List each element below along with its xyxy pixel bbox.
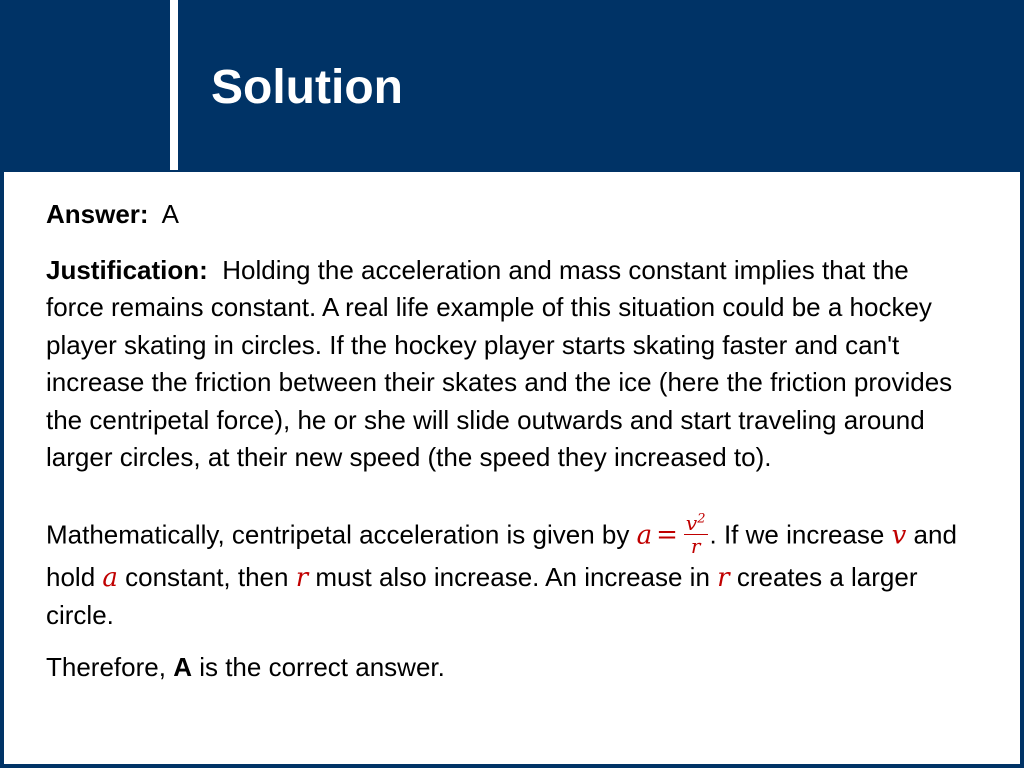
math-paragraph [46, 510, 966, 635]
slide-title: Solution [211, 61, 403, 114]
math-end: creates a larger circle. [46, 561, 918, 630]
math-mid1: and hold [46, 518, 957, 592]
conclusion-line [46, 649, 966, 687]
answer-value: A [161, 199, 179, 229]
math-var-a-2: a [102, 562, 118, 593]
content-panel [4, 172, 1020, 764]
centripetal-formula-fraction [684, 512, 708, 557]
conclusion-suffix: is the correct answer. [199, 651, 445, 682]
fraction-numerator-var: v [685, 510, 698, 535]
solution-body [46, 196, 966, 686]
justification-paragraph [46, 252, 966, 477]
math-var-v: v [891, 519, 907, 550]
title-band [0, 0, 1024, 170]
math-mid3: must also increase. An increase in [315, 561, 710, 592]
title-divider [170, 0, 178, 170]
math-var-a: a [636, 519, 653, 550]
answer-line [46, 196, 966, 234]
math-intro: Mathematically, centripetal acceleration is given by [46, 518, 630, 549]
math-var-r-2: r [717, 562, 730, 593]
math-after-formula: . If we increase [709, 518, 885, 549]
answer-label: Answer: [46, 199, 149, 229]
conclusion-answer: A [173, 651, 192, 682]
fraction-denominator: r [690, 533, 701, 558]
fraction-exponent: 2 [697, 510, 706, 526]
fraction-numerator [684, 512, 708, 535]
conclusion-prefix: Therefore, [46, 651, 166, 682]
math-equals: = [656, 519, 678, 550]
math-var-r: r [295, 562, 309, 593]
math-mid2: constant, then [125, 561, 289, 592]
justification-text: Holding the acceleration and mass constant implies that the force remains constant. A real life example of this situation could be a hockey player skating in circles. If the hockey player starts skating faster and can't increase the friction between their skates and the ice (here the friction provides the centripetal force), he or she will slide outwards and start traveling around larger circles, at their new speed (the speed they increased to). [46, 254, 953, 472]
justification-label: Justification: [46, 254, 208, 285]
